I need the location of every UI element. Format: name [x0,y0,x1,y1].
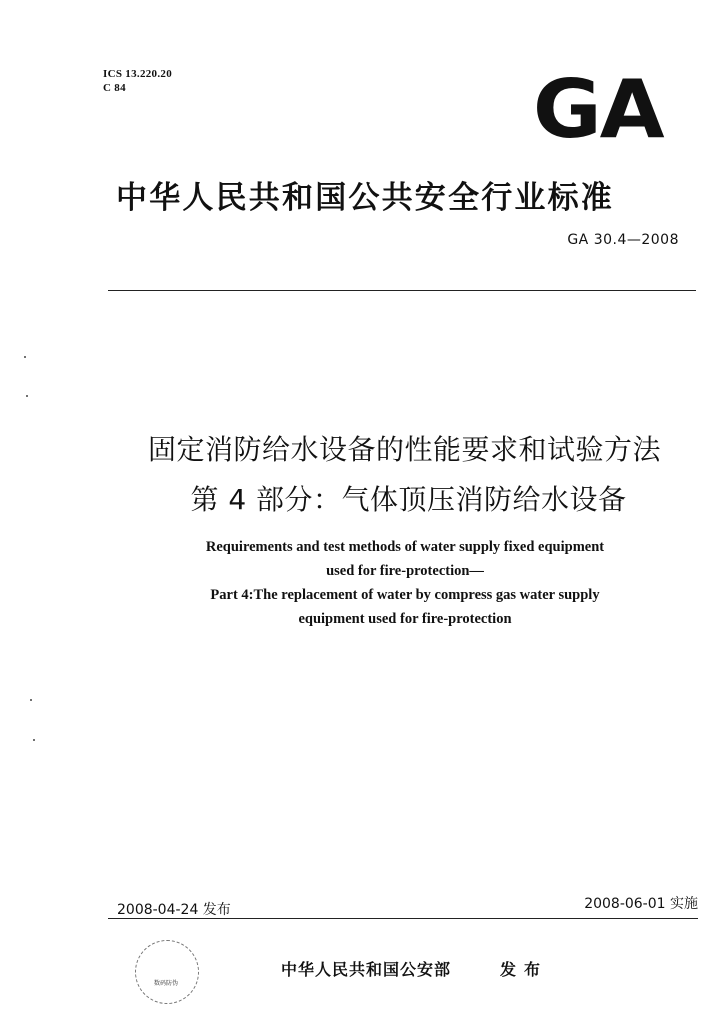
implementation-date: 2008-06-01 实施 [584,896,698,912]
title-en-line4: equipment used for fire-protection [298,611,512,627]
anti-counterfeit-stamp-icon [135,940,199,1004]
publisher: 中华人民共和国公安部 [281,960,452,979]
scan-speck [24,356,26,358]
standard-number: GA 30.4—2008 [567,232,679,248]
title-en-line1: Requirements and test methods of water supply fixed equipment [205,539,605,555]
scan-speck [30,699,32,701]
scan-speck [26,395,28,397]
classification-codes [103,67,172,95]
footer-divider [108,918,698,919]
title-zh-line2: 第 4 部分：气体顶压消防给水设备 [190,483,627,516]
scan-speck [33,739,35,741]
header-divider [108,290,696,291]
standard-title: 中华人民共和国公共安全行业标准 [116,180,614,216]
ga-logo [513,63,663,156]
title-zh-line1: 固定消防给水设备的性能要求和试验方法 [147,433,661,466]
ccs-code: C 84 [103,82,126,94]
title-en-line2: used for fire-protection— [326,563,484,579]
publish-label: 发布 [500,960,549,979]
title-en-line3: Part 4:The replacement of water by compress gas water supply [210,587,600,603]
ga-logo-text: GA [533,63,663,156]
ics-code: ICS 13.220.20 [103,68,172,80]
stamp-label: 数码防伪 [153,980,178,987]
issue-date: 2008-04-24 发布 [117,902,231,918]
